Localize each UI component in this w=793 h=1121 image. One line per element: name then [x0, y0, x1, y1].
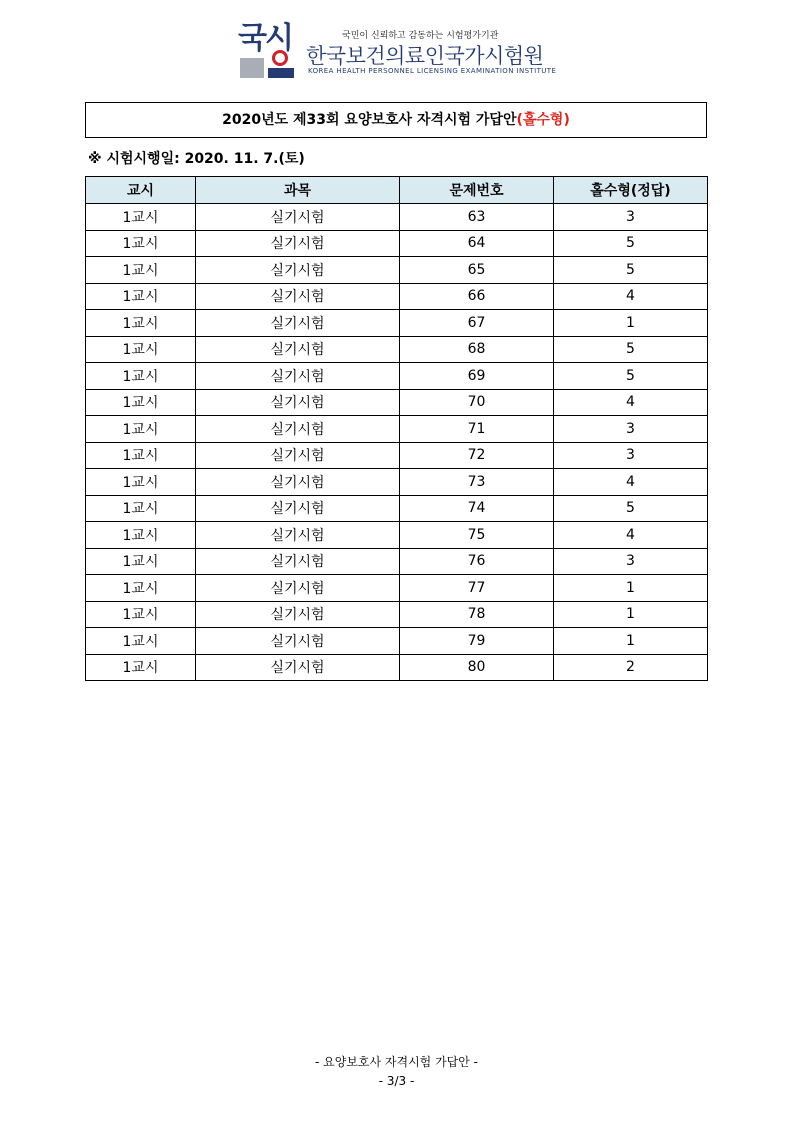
column-subject-cell: 실기시험 — [196, 575, 400, 602]
column-session-cell: 1교시 — [86, 283, 196, 310]
column-session-cell: 1교시 — [86, 575, 196, 602]
org-logo — [238, 21, 558, 80]
footer-doc-name: - 요양보호사 자격시험 가답안 - — [314, 1055, 479, 1069]
column-question-number-cell: 78 — [400, 601, 554, 628]
column-question-number-cell: 75 — [400, 522, 554, 549]
column-question-number-cell: 64 — [400, 230, 554, 257]
table-row — [86, 495, 708, 522]
column-answer-cell: 1 — [554, 601, 708, 628]
column-session-cell: 1교시 — [86, 628, 196, 655]
footer-page-number: - 3/3 - — [378, 1074, 415, 1088]
title-main: 2020년도 제33회 요양보호사 자격시험 가답안 — [222, 112, 517, 128]
column-question-number-cell: 73 — [400, 469, 554, 496]
column-question-number-cell: 76 — [400, 548, 554, 575]
column-session-cell: 1교시 — [86, 310, 196, 337]
column-answer-cell: 5 — [554, 257, 708, 284]
column-answer-cell: 2 — [554, 654, 708, 681]
column-answer-cell: 5 — [554, 230, 708, 257]
column-question-number-cell: 72 — [400, 442, 554, 469]
column-answer-cell: 3 — [554, 416, 708, 443]
org-name-english: KOREA HEALTH PERSONNEL LICENSING EXAMINATION INSTITUTE — [308, 67, 557, 75]
column-session-cell: 1교시 — [86, 336, 196, 363]
column-subject-cell: 실기시험 — [196, 469, 400, 496]
column-question-number-cell: 77 — [400, 575, 554, 602]
column-answer-cell: 4 — [554, 283, 708, 310]
table-row — [86, 283, 708, 310]
table-row — [86, 416, 708, 443]
table-row — [86, 575, 708, 602]
column-subject-cell: 실기시험 — [196, 310, 400, 337]
table-row — [86, 548, 708, 575]
column-subject-cell: 실기시험 — [196, 389, 400, 416]
table-row — [86, 442, 708, 469]
column-subject-cell: 실기시험 — [196, 495, 400, 522]
column-session-cell: 1교시 — [86, 389, 196, 416]
column-answer-cell: 5 — [554, 495, 708, 522]
table-row — [86, 310, 708, 337]
column-subject-cell: 실기시험 — [196, 416, 400, 443]
column-answer-cell: 5 — [554, 336, 708, 363]
table-row — [86, 601, 708, 628]
column-question-number-cell: 71 — [400, 416, 554, 443]
logo-circle-red — [272, 50, 288, 66]
column-answer-header: 홀수형(정답) — [554, 177, 708, 204]
table-row — [86, 389, 708, 416]
column-subject-cell: 실기시험 — [196, 257, 400, 284]
table-row — [86, 363, 708, 390]
column-session-cell: 1교시 — [86, 654, 196, 681]
column-question-number-cell: 68 — [400, 336, 554, 363]
table-row — [86, 628, 708, 655]
column-question-number-cell: 66 — [400, 283, 554, 310]
column-question-number-cell: 80 — [400, 654, 554, 681]
column-subject-cell: 실기시험 — [196, 442, 400, 469]
column-answer-cell: 3 — [554, 442, 708, 469]
column-session-header: 교시 — [86, 177, 196, 204]
exam-date: ※ 시험시행일: 2020. 11. 7.(토) — [88, 151, 305, 167]
table-row — [86, 336, 708, 363]
column-session-cell: 1교시 — [86, 469, 196, 496]
table-row — [86, 654, 708, 681]
column-session-cell: 1교시 — [86, 601, 196, 628]
column-answer-cell: 1 — [554, 310, 708, 337]
column-subject-cell: 실기시험 — [196, 363, 400, 390]
column-question-number-cell: 67 — [400, 310, 554, 337]
column-session-cell: 1교시 — [86, 416, 196, 443]
org-slogan: 국민이 신뢰하고 감동하는 시험평가기관 — [342, 31, 499, 41]
column-subject-cell: 실기시험 — [196, 522, 400, 549]
column-session-cell: 1교시 — [86, 363, 196, 390]
column-session-cell: 1교시 — [86, 230, 196, 257]
column-subject-cell: 실기시험 — [196, 230, 400, 257]
column-subject-cell: 실기시험 — [196, 336, 400, 363]
column-subject-cell: 실기시험 — [196, 548, 400, 575]
column-answer-cell: 3 — [554, 548, 708, 575]
column-session-cell: 1교시 — [86, 522, 196, 549]
logo-mark — [238, 21, 298, 80]
column-answer-cell: 4 — [554, 469, 708, 496]
table-row — [86, 469, 708, 496]
table-row — [86, 522, 708, 549]
title-type: (홀수형) — [516, 112, 570, 128]
column-session-cell: 1교시 — [86, 204, 196, 231]
table-header-row — [86, 177, 708, 204]
column-answer-cell: 3 — [554, 204, 708, 231]
logo-bar-navy — [268, 68, 294, 78]
column-question-number-cell: 79 — [400, 628, 554, 655]
logo-glyph: 국시 — [238, 21, 292, 56]
column-answer-cell: 1 — [554, 628, 708, 655]
column-answer-cell: 4 — [554, 522, 708, 549]
column-answer-cell: 1 — [554, 575, 708, 602]
column-answer-cell: 4 — [554, 389, 708, 416]
column-answer-cell: 5 — [554, 363, 708, 390]
column-subject-cell: 실기시험 — [196, 601, 400, 628]
column-question-number-header: 문제번호 — [400, 177, 554, 204]
answer-table — [85, 176, 708, 681]
org-name: 한국보건의료인국가시험원 — [306, 44, 544, 68]
column-question-number-cell: 63 — [400, 204, 554, 231]
column-question-number-cell: 65 — [400, 257, 554, 284]
column-subject-cell: 실기시험 — [196, 204, 400, 231]
table-row — [86, 204, 708, 231]
table-row — [86, 257, 708, 284]
column-subject-cell: 실기시험 — [196, 283, 400, 310]
column-question-number-cell: 74 — [400, 495, 554, 522]
column-subject-header: 과목 — [196, 177, 400, 204]
column-session-cell: 1교시 — [86, 257, 196, 284]
column-subject-cell: 실기시험 — [196, 654, 400, 681]
column-subject-cell: 실기시험 — [196, 628, 400, 655]
logo-bar-gray — [240, 58, 264, 78]
column-question-number-cell: 70 — [400, 389, 554, 416]
column-session-cell: 1교시 — [86, 495, 196, 522]
document-title — [85, 102, 707, 138]
column-session-cell: 1교시 — [86, 548, 196, 575]
table-row — [86, 230, 708, 257]
column-session-cell: 1교시 — [86, 442, 196, 469]
column-question-number-cell: 69 — [400, 363, 554, 390]
